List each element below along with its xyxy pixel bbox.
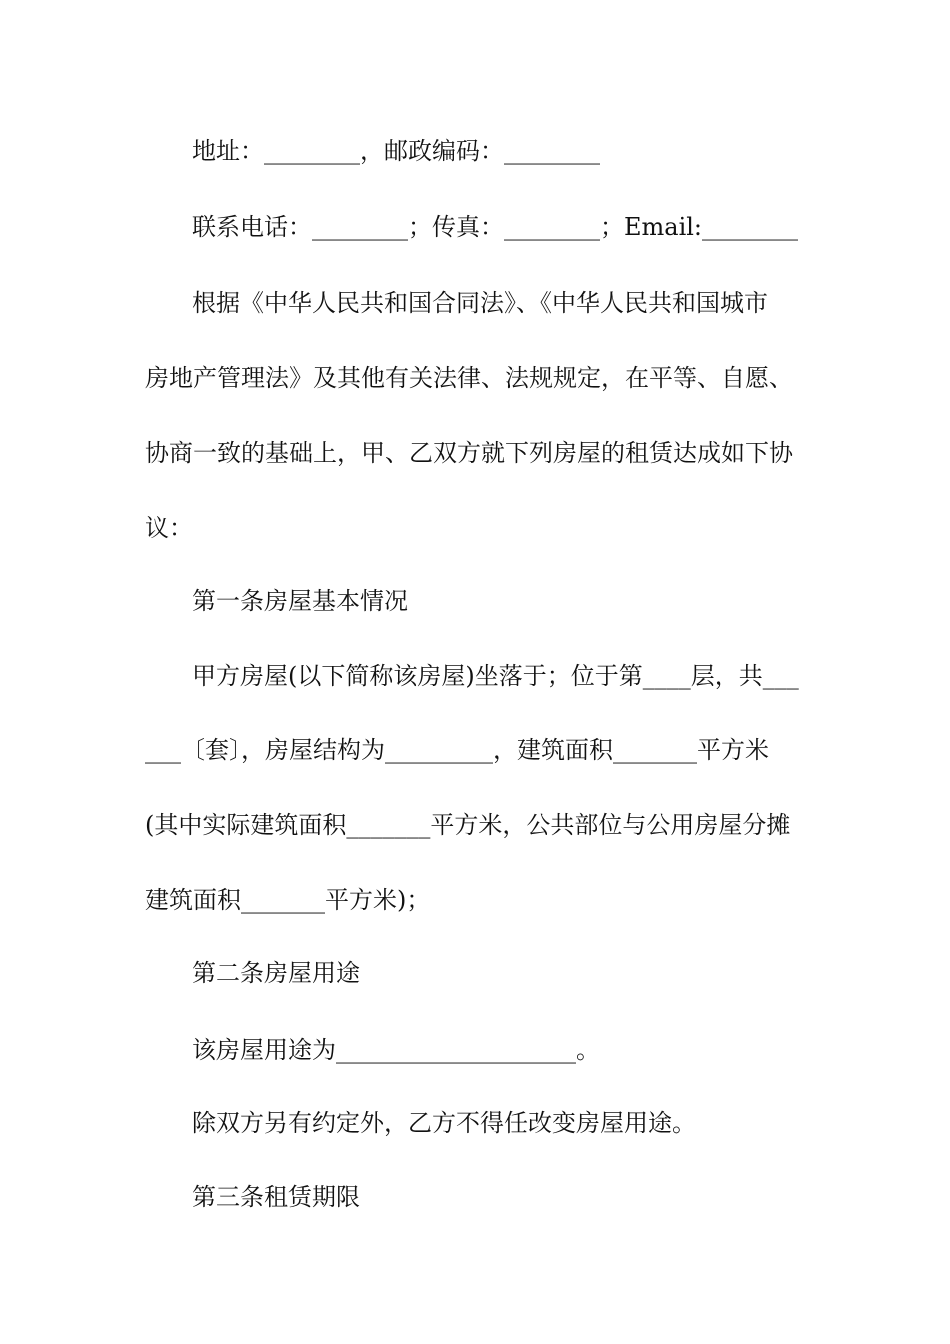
paragraph-line: 议：: [145, 514, 193, 542]
paragraph-line: (其中实际建筑面积_______平方米，公共部位与公用房屋分摊: [145, 811, 791, 839]
paragraph-line: 建筑面积_______平方米)；: [145, 886, 431, 914]
paragraph-line: 房地产管理法》及其他有关法律、法规规定，在平等、自愿、: [145, 364, 793, 392]
paragraph-line: 甲方房屋(以下简称该房屋)坐落于；位于第____层，共___: [192, 662, 799, 690]
paragraph-line: 协商一致的基础上，甲、乙双方就下列房屋的租赁达成如下协: [145, 439, 793, 467]
section-heading: 第三条租赁期限: [192, 1183, 360, 1211]
paragraph-line: ___〔套〕，房屋结构为_________，建筑面积_______平方米: [145, 736, 769, 764]
address-line: 地址：________，邮政编码：________: [192, 137, 600, 165]
paragraph-line: 除双方另有约定外，乙方不得任改变房屋用途。: [192, 1109, 696, 1137]
section-heading: 第二条房屋用途: [192, 959, 360, 987]
paragraph-line: 根据《中华人民共和国合同法》、《中华人民共和国城市: [192, 289, 768, 317]
contact-line: 联系电话：________；传真：________；Email:________: [192, 213, 799, 241]
section-heading: 第一条房屋基本情况: [192, 587, 408, 615]
paragraph-line: 该房屋用途为____________________。: [192, 1036, 600, 1064]
